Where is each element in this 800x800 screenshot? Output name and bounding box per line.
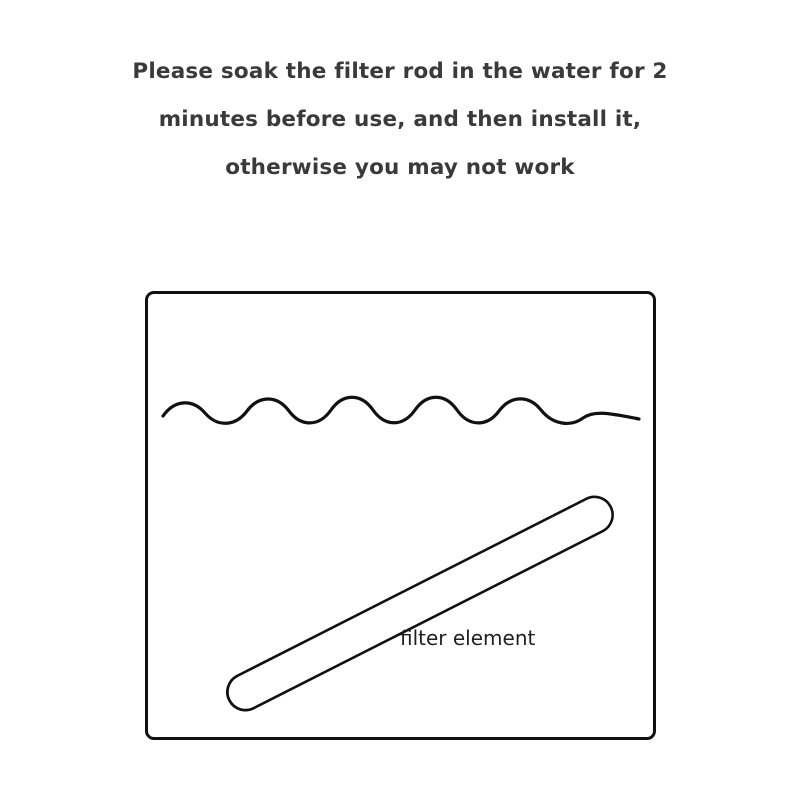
illustration-drawing (145, 291, 656, 740)
instruction-line-1: Please soak the filter rod in the water for 2 (132, 59, 668, 84)
filter-rod-icon (227, 497, 612, 710)
instruction-line-3: otherwise you may not work (225, 155, 575, 180)
wavy-water-line-icon (163, 397, 639, 423)
filter-element-label: filter element (400, 626, 536, 650)
instruction-line-2: minutes before use, and then install it, (158, 107, 642, 132)
instruction-text (0, 48, 800, 192)
